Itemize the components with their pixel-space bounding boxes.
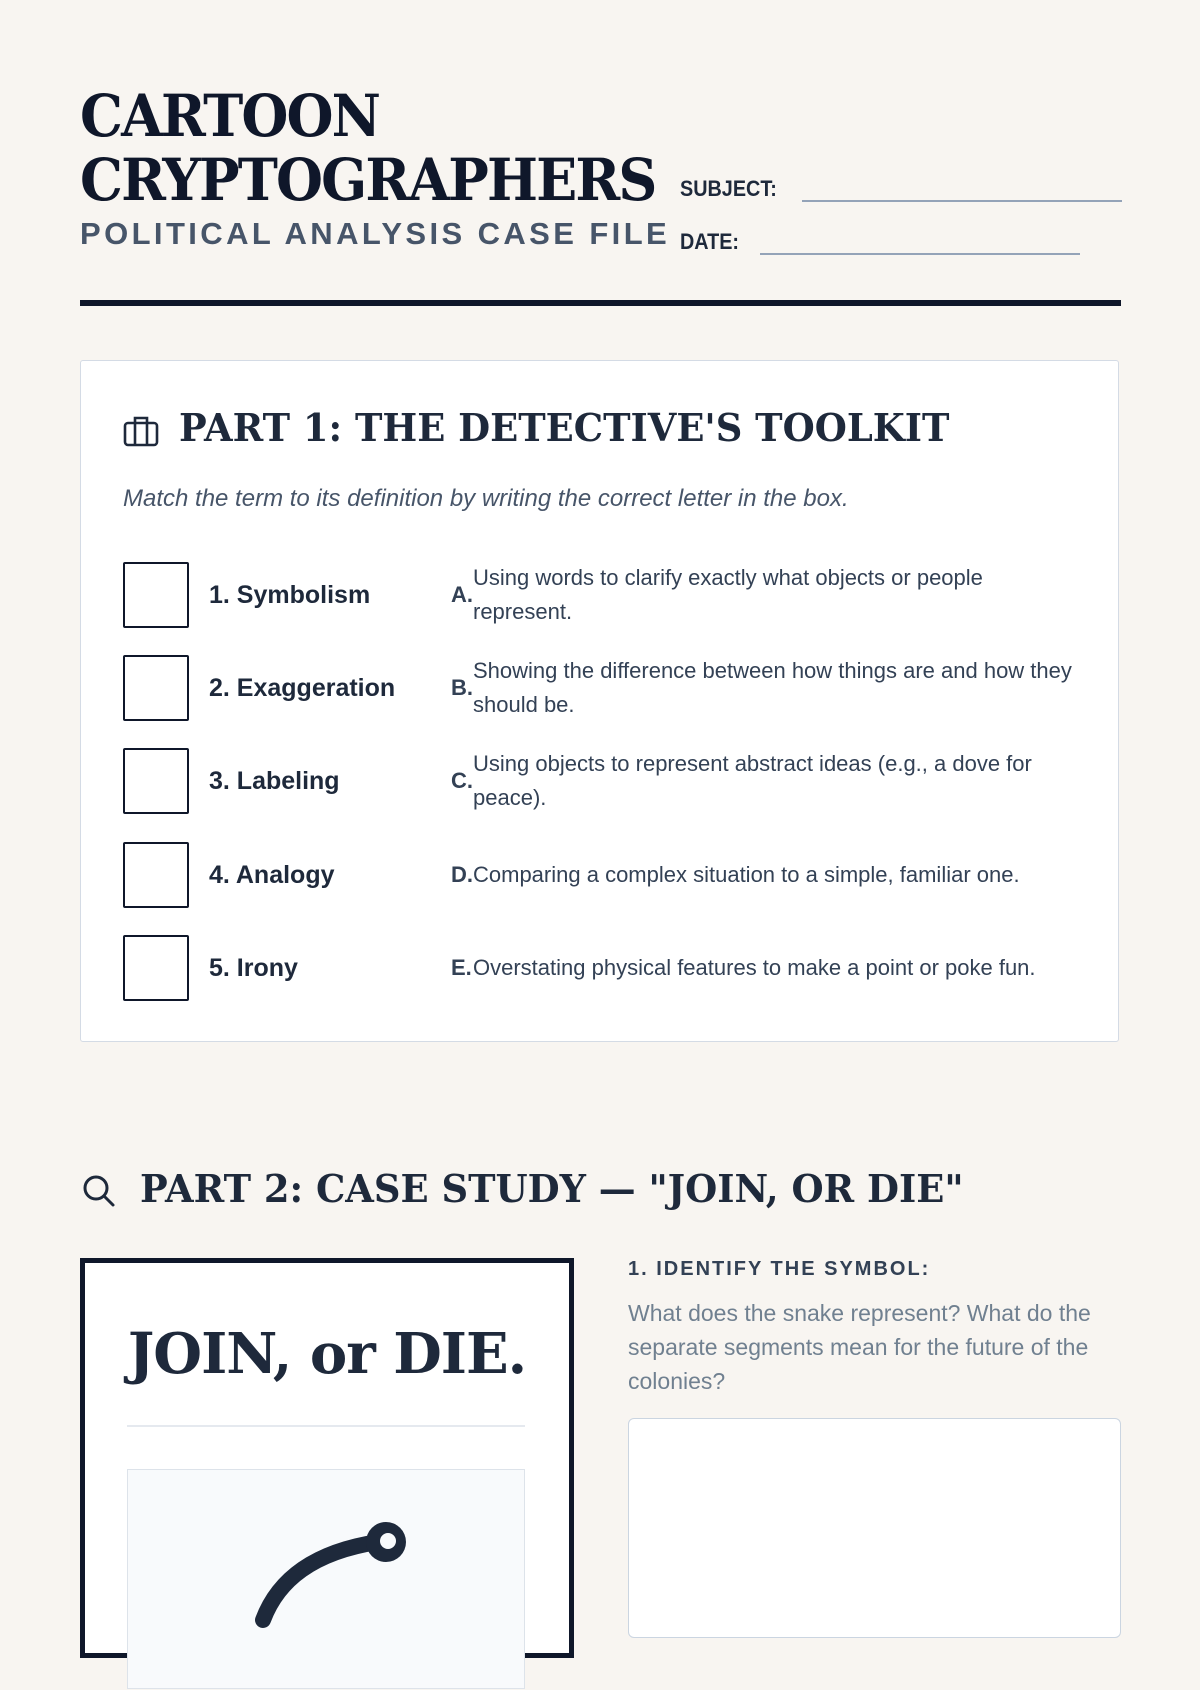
answer-box-2[interactable] — [123, 655, 189, 721]
header-divider — [80, 300, 1121, 306]
definition-letter: E. — [451, 955, 472, 980]
part2-title: PART 2: CASE STUDY — "JOIN, OR DIE" — [140, 1166, 964, 1211]
cartoon-divider — [127, 1425, 525, 1427]
definition-text: Using objects to represent abstract ideas (e.g., a dove for peace). — [473, 751, 1032, 810]
definition-letter: A. — [451, 582, 473, 607]
briefcase-icon — [123, 413, 159, 449]
part1-card — [80, 360, 1119, 1042]
definition-text: Using words to clarify exactly what objects or people represent. — [473, 565, 983, 624]
match-row — [123, 935, 1083, 1001]
date-field[interactable] — [760, 223, 1080, 255]
subject-field[interactable] — [802, 170, 1122, 202]
title-line-1: CARTOON — [80, 82, 380, 150]
term-label: 2. Exaggeration — [209, 674, 396, 702]
cartoon-panel — [127, 1469, 525, 1689]
answer-box-5[interactable] — [123, 935, 189, 1001]
part1-title: PART 1: THE DETECTIVE'S TOOLKIT — [179, 405, 950, 450]
answer-box-1[interactable] — [123, 562, 189, 628]
question-1-prompt: What does the snake represent? What do the separate segments mean for the future of the colonies? — [628, 1300, 1091, 1394]
match-row — [123, 842, 1083, 908]
term-label: 5. Irony — [209, 954, 298, 982]
page-subtitle: POLITICAL ANALYSIS CASE FILE — [80, 216, 671, 251]
answer-box-4[interactable] — [123, 842, 189, 908]
question-1-answer-area[interactable] — [628, 1418, 1121, 1638]
match-row — [123, 748, 1083, 814]
snake-illustration — [128, 1470, 526, 1690]
definition-letter: B. — [451, 675, 473, 700]
part1-instructions: Match the term to its definition by writing the correct letter in the box. — [123, 485, 849, 512]
title-line-2: CRYPTOGRAPHERS — [80, 146, 656, 214]
subject-row — [680, 170, 1122, 202]
match-row — [123, 562, 1083, 628]
cartoon-caption: JOIN, or DIE. — [127, 1321, 527, 1387]
definition-text: Showing the difference between how things are and how they should be. — [473, 658, 1072, 717]
page-title — [80, 84, 655, 212]
definition-text: Overstating physical features to make a point or poke fun. — [473, 955, 1036, 980]
date-label: DATE: — [680, 229, 740, 254]
term-label: 4. Analogy — [209, 861, 335, 889]
term-label: 1. Symbolism — [209, 581, 371, 609]
question-1-label: 1. IDENTIFY THE SYMBOL: — [628, 1258, 931, 1280]
subject-label: SUBJECT: — [680, 176, 777, 201]
answer-box-3[interactable] — [123, 748, 189, 814]
match-row — [123, 655, 1083, 721]
date-row — [680, 223, 1080, 255]
term-label: 3. Labeling — [209, 767, 340, 795]
search-icon — [80, 1172, 118, 1210]
cartoon-frame — [80, 1258, 574, 1658]
definition-text: Comparing a complex situation to a simple, familiar one. — [473, 862, 1020, 887]
definition-letter: C. — [451, 768, 473, 793]
definition-letter: D. — [451, 862, 473, 887]
